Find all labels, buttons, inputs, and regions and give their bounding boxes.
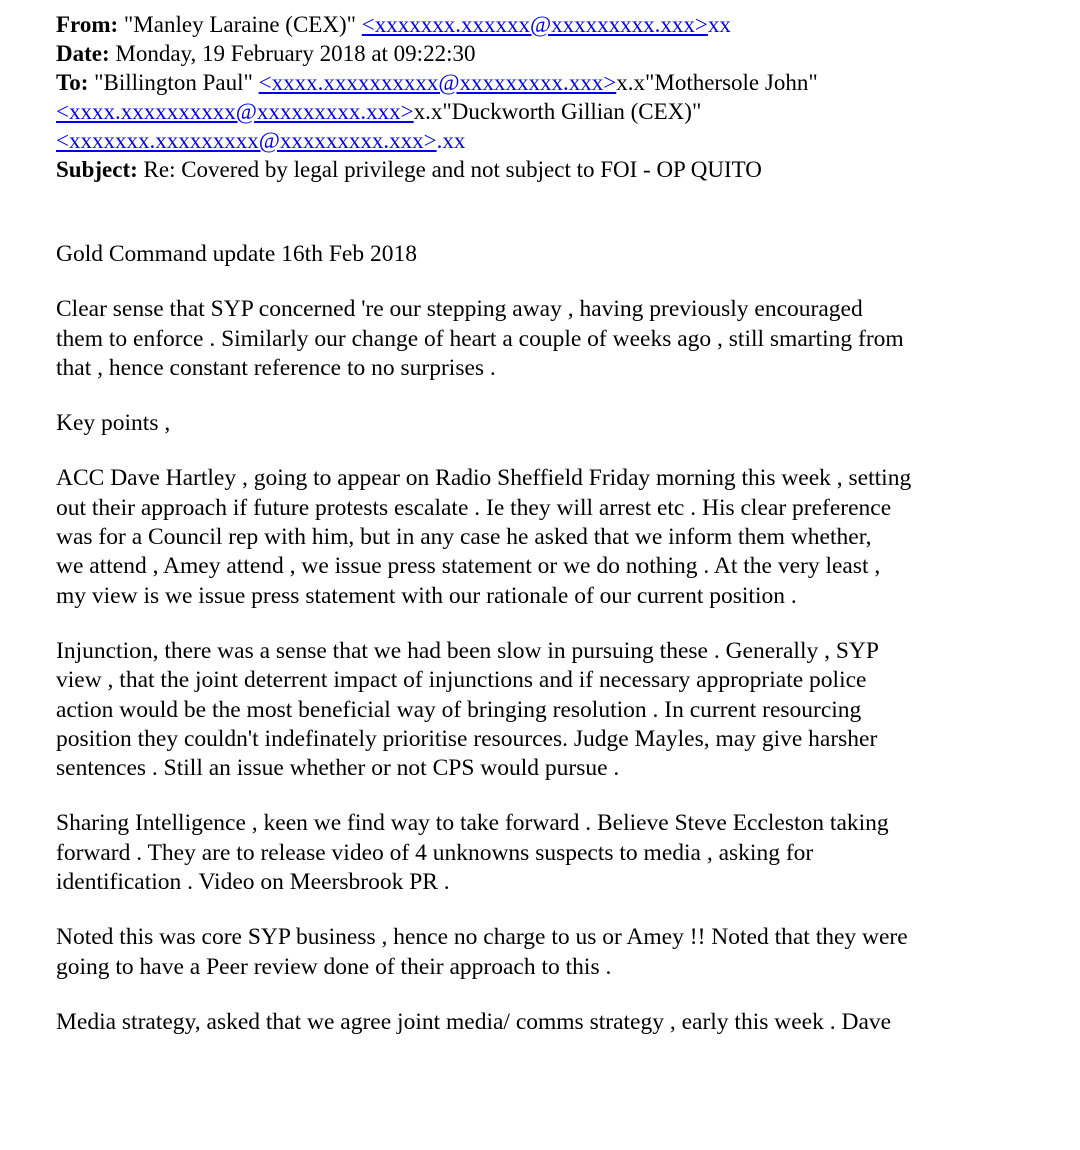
to-tail-1: x.x"Mothersole John" xyxy=(616,70,818,95)
paragraph-media-strategy xyxy=(56,1008,1016,1037)
body-line: sentences . Still an issue whether or not CPS would pursue . xyxy=(56,755,620,782)
to-line-2 xyxy=(56,97,1056,126)
to-email-link-2[interactable]: <xxxx.xxxxxxxxxx@xxxxxxxxx.xxx> xyxy=(56,99,414,124)
to-line-3 xyxy=(56,126,1056,155)
to-tail-3: .xx xyxy=(436,128,466,153)
from-tail: xx xyxy=(707,12,731,37)
body-line: Key points , xyxy=(56,410,171,437)
body-line: was for a Council rep with him, but in any case he asked that we inform them whether, xyxy=(56,524,872,551)
body-line: we attend , Amey attend , we issue press statement or we do nothing . At the very least , xyxy=(56,553,881,580)
body-line: Gold Command update 16th Feb 2018 xyxy=(56,241,417,267)
email-header xyxy=(56,10,1056,184)
paragraph-clear-sense xyxy=(56,295,1016,383)
from-name: "Manley Laraine (CEX)" xyxy=(123,12,362,37)
subject-value: Re: Covered by legal privilege and not subject to FOI - OP QUITO xyxy=(143,157,762,182)
body-line: out their approach if future protests escalate . Ie they will arrest etc . His clear preference xyxy=(56,494,892,521)
paragraph-injunction xyxy=(56,637,1016,783)
body-line: action would be the most beneficial way of bringing resolution . In current resourcing xyxy=(56,696,862,723)
paragraph-acc-dave-hartley xyxy=(56,464,1016,610)
paragraph-sharing-intelligence xyxy=(56,809,1016,897)
to-label: To: xyxy=(56,70,89,95)
body-line: identification . Video on Meersbrook PR . xyxy=(56,869,450,896)
to-email-link-3[interactable]: <xxxxxxx.xxxxxxxxx@xxxxxxxxx.xxx> xyxy=(56,128,437,153)
body-line: Clear sense that SYP concerned 're our stepping away , having previously encouraged xyxy=(56,296,863,323)
email-body xyxy=(56,240,1016,1063)
date-label: Date: xyxy=(56,41,110,66)
body-line: them to enforce . Similarly our change of heart a couple of weeks ago , still smarting from xyxy=(56,325,904,352)
to-name-1: "Billington Paul" xyxy=(94,70,259,95)
to-tail-2: x.x"Duckworth Gillian (CEX)" xyxy=(413,99,702,124)
body-line: Noted this was core SYP business , hence no charge to us or Amey !! Noted that they were xyxy=(56,924,908,951)
body-line: that , hence constant reference to no surprises . xyxy=(56,354,496,381)
subject-label: Subject: xyxy=(56,157,138,182)
body-line: my view is we issue press statement with our rationale of our current position . xyxy=(56,582,797,609)
body-line: ACC Dave Hartley , going to appear on Radio Sheffield Friday morning this week , setting xyxy=(56,465,912,492)
paragraph-noted xyxy=(56,923,1016,982)
to-email-link-1[interactable]: <xxxx.xxxxxxxxxx@xxxxxxxxx.xxx> xyxy=(258,70,617,95)
body-line: Media strategy, asked that we agree joint media/ comms strategy , early this week . Dave xyxy=(56,1008,892,1035)
from-email-link[interactable]: <xxxxxxx.xxxxxx@xxxxxxxxx.xxx> xyxy=(361,12,708,37)
from-line xyxy=(56,10,1056,39)
body-line: Sharing Intelligence , keen we find way to take forward . Believe Steve Eccleston taking xyxy=(56,810,889,837)
body-line: going to have a Peer review done of their approach to this . xyxy=(56,953,612,980)
body-line: position they couldn't indefinately prioritise resources. Judge Mayles, may give harsher xyxy=(56,725,878,752)
subject-line xyxy=(56,155,1056,184)
body-line: Injunction, there was a sense that we had been slow in pursuing these . Generally , SYP xyxy=(56,637,879,664)
body-line: view , that the joint deterrent impact of injunctions and if necessary appropriate police xyxy=(56,667,867,694)
date-line xyxy=(56,39,1056,68)
paragraph-key-points xyxy=(56,409,1016,438)
to-line-1 xyxy=(56,68,1056,97)
date-value: Monday, 19 February 2018 at 09:22:30 xyxy=(115,41,476,66)
paragraph-gold-command xyxy=(56,240,1016,269)
from-label: From: xyxy=(56,12,119,37)
body-line: forward . They are to release video of 4 unknowns suspects to media , asking for xyxy=(56,839,814,866)
